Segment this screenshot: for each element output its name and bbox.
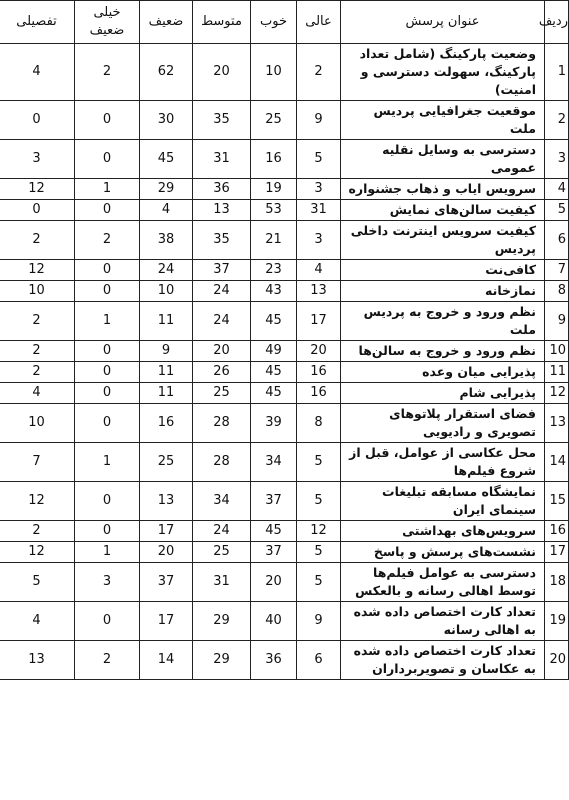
average-cell: 28: [193, 443, 251, 482]
weak-cell: 37: [140, 563, 193, 602]
detailed-cell: 12: [0, 542, 75, 563]
table-row: [0, 542, 569, 563]
average-cell: 29: [193, 641, 251, 680]
average-cell: 24: [193, 521, 251, 542]
weak-cell: 11: [140, 362, 193, 383]
weak-cell: 10: [140, 281, 193, 302]
table-row: [0, 302, 569, 341]
average-cell: 20: [193, 44, 251, 101]
good-cell: 40: [251, 602, 297, 641]
header-detailed: تفصیلی: [0, 1, 75, 44]
row-id-cell: 4: [545, 179, 569, 200]
detailed-cell: 12: [0, 482, 75, 521]
question-cell: سرویس‌های بهداشتی: [341, 521, 545, 542]
average-cell: 35: [193, 221, 251, 260]
average-cell: 24: [193, 281, 251, 302]
excellent-cell: 5: [297, 140, 341, 179]
good-cell: 49: [251, 341, 297, 362]
average-cell: 34: [193, 482, 251, 521]
row-id-cell: 15: [545, 482, 569, 521]
header-average: متوسط: [193, 1, 251, 44]
question-cell: فضای استقرار پلاتوهای تصویری و رادیویی: [341, 404, 545, 443]
row-id-cell: 2: [545, 101, 569, 140]
good-cell: 36: [251, 641, 297, 680]
excellent-cell: 20: [297, 341, 341, 362]
good-cell: 45: [251, 362, 297, 383]
table-row: [0, 140, 569, 179]
average-cell: 26: [193, 362, 251, 383]
row-id-cell: 18: [545, 563, 569, 602]
weak-cell: 17: [140, 521, 193, 542]
detailed-cell: 5: [0, 563, 75, 602]
weak-cell: 62: [140, 44, 193, 101]
weak-cell: 11: [140, 302, 193, 341]
good-cell: 53: [251, 200, 297, 221]
weak-cell: 14: [140, 641, 193, 680]
very-weak-cell: 0: [75, 200, 140, 221]
very-weak-cell: 1: [75, 302, 140, 341]
excellent-cell: 16: [297, 362, 341, 383]
average-cell: 24: [193, 302, 251, 341]
weak-cell: 38: [140, 221, 193, 260]
detailed-cell: 3: [0, 140, 75, 179]
average-cell: 20: [193, 341, 251, 362]
question-cell: کیفیت سالن‌های نمایش: [341, 200, 545, 221]
good-cell: 37: [251, 482, 297, 521]
detailed-cell: 2: [0, 341, 75, 362]
very-weak-cell: 0: [75, 362, 140, 383]
average-cell: 31: [193, 140, 251, 179]
table-row: [0, 602, 569, 641]
weak-cell: 4: [140, 200, 193, 221]
row-id-cell: 19: [545, 602, 569, 641]
weak-cell: 45: [140, 140, 193, 179]
table-row: [0, 179, 569, 200]
table-row: [0, 44, 569, 101]
very-weak-cell: 2: [75, 641, 140, 680]
excellent-cell: 13: [297, 281, 341, 302]
weak-cell: 16: [140, 404, 193, 443]
detailed-cell: 4: [0, 44, 75, 101]
very-weak-cell: 0: [75, 482, 140, 521]
average-cell: 13: [193, 200, 251, 221]
weak-cell: 20: [140, 542, 193, 563]
question-cell: پذیرایی شام: [341, 383, 545, 404]
table-row: [0, 260, 569, 281]
header-row-id: ردیف: [545, 1, 569, 44]
question-cell: نظم ورود و خروج به پردیس ملت: [341, 302, 545, 341]
detailed-cell: 2: [0, 221, 75, 260]
good-cell: 45: [251, 521, 297, 542]
row-id-cell: 8: [545, 281, 569, 302]
very-weak-cell: 1: [75, 542, 140, 563]
very-weak-cell: 1: [75, 443, 140, 482]
weak-cell: 29: [140, 179, 193, 200]
good-cell: 19: [251, 179, 297, 200]
question-cell: دسترسی به وسایل نقلیه عمومی: [341, 140, 545, 179]
detailed-cell: 7: [0, 443, 75, 482]
question-cell: پذیرایی میان وعده: [341, 362, 545, 383]
excellent-cell: 6: [297, 641, 341, 680]
very-weak-cell: 0: [75, 281, 140, 302]
detailed-cell: 12: [0, 260, 75, 281]
detailed-cell: 10: [0, 404, 75, 443]
weak-cell: 17: [140, 602, 193, 641]
question-cell: نمازخانه: [341, 281, 545, 302]
table-body: [0, 44, 569, 680]
header-very-weak: خیلی ضعیف: [75, 1, 140, 44]
weak-cell: 9: [140, 341, 193, 362]
very-weak-cell: 0: [75, 260, 140, 281]
row-id-cell: 12: [545, 383, 569, 404]
question-cell: تعداد کارت اختصاص داده شده به اهالی رسانه: [341, 602, 545, 641]
very-weak-cell: 0: [75, 383, 140, 404]
question-cell: کیفیت سرویس اینترنت داخلی پردیس: [341, 221, 545, 260]
detailed-cell: 12: [0, 179, 75, 200]
detailed-cell: 2: [0, 362, 75, 383]
row-id-cell: 1: [545, 44, 569, 101]
row-id-cell: 20: [545, 641, 569, 680]
table-row: [0, 200, 569, 221]
question-cell: محل عکاسی از عوامل، قبل از شروع فیلم‌ها: [341, 443, 545, 482]
question-cell: تعداد کارت اختصاص داده شده به عکاسان و تصویربرداران: [341, 641, 545, 680]
weak-cell: 25: [140, 443, 193, 482]
excellent-cell: 16: [297, 383, 341, 404]
good-cell: 10: [251, 44, 297, 101]
question-cell: موقعیت جغرافیایی پردیس ملت: [341, 101, 545, 140]
row-id-cell: 3: [545, 140, 569, 179]
very-weak-cell: 0: [75, 602, 140, 641]
excellent-cell: 3: [297, 179, 341, 200]
good-cell: 23: [251, 260, 297, 281]
table-row: [0, 101, 569, 140]
average-cell: 31: [193, 563, 251, 602]
average-cell: 36: [193, 179, 251, 200]
question-cell: سرویس ایاب و ذهاب جشنواره: [341, 179, 545, 200]
header-weak: ضعیف: [140, 1, 193, 44]
average-cell: 28: [193, 404, 251, 443]
very-weak-cell: 0: [75, 101, 140, 140]
average-cell: 25: [193, 542, 251, 563]
row-id-cell: 5: [545, 200, 569, 221]
very-weak-cell: 3: [75, 563, 140, 602]
excellent-cell: 5: [297, 542, 341, 563]
table-row: [0, 563, 569, 602]
very-weak-cell: 0: [75, 521, 140, 542]
row-id-cell: 9: [545, 302, 569, 341]
header-question: عنوان پرسش: [341, 1, 545, 44]
good-cell: 16: [251, 140, 297, 179]
detailed-cell: 4: [0, 602, 75, 641]
question-cell: دسترسی به عوامل فیلم‌ها توسط اهالی رسانه و بالعکس: [341, 563, 545, 602]
question-cell: نظم ورود و خروج به سالن‌ها: [341, 341, 545, 362]
good-cell: 45: [251, 302, 297, 341]
table-row: [0, 521, 569, 542]
excellent-cell: 9: [297, 101, 341, 140]
excellent-cell: 31: [297, 200, 341, 221]
weak-cell: 24: [140, 260, 193, 281]
row-id-cell: 16: [545, 521, 569, 542]
average-cell: 25: [193, 383, 251, 404]
table-row: [0, 362, 569, 383]
table-row: [0, 443, 569, 482]
question-cell: نمایشگاه مسابقه تبلیغات سینمای ایران: [341, 482, 545, 521]
table-row: [0, 281, 569, 302]
good-cell: 25: [251, 101, 297, 140]
detailed-cell: 10: [0, 281, 75, 302]
question-cell: کافی‌نت: [341, 260, 545, 281]
excellent-cell: 8: [297, 404, 341, 443]
average-cell: 29: [193, 602, 251, 641]
excellent-cell: 9: [297, 602, 341, 641]
good-cell: 34: [251, 443, 297, 482]
very-weak-cell: 0: [75, 404, 140, 443]
header-row: [0, 1, 569, 44]
question-cell: وضعیت پارکینگ (شامل تعداد پارکینگ، سهولت دسترسی و امنیت): [341, 44, 545, 101]
excellent-cell: 4: [297, 260, 341, 281]
good-cell: 45: [251, 383, 297, 404]
weak-cell: 11: [140, 383, 193, 404]
row-id-cell: 10: [545, 341, 569, 362]
detailed-cell: 0: [0, 200, 75, 221]
good-cell: 43: [251, 281, 297, 302]
excellent-cell: 12: [297, 521, 341, 542]
detailed-cell: 4: [0, 383, 75, 404]
table-row: [0, 341, 569, 362]
average-cell: 37: [193, 260, 251, 281]
table-row: [0, 221, 569, 260]
excellent-cell: 3: [297, 221, 341, 260]
average-cell: 35: [193, 101, 251, 140]
row-id-cell: 17: [545, 542, 569, 563]
table-row: [0, 404, 569, 443]
question-cell: نشست‌های پرسش و پاسخ: [341, 542, 545, 563]
very-weak-cell: 0: [75, 341, 140, 362]
very-weak-cell: 2: [75, 221, 140, 260]
good-cell: 21: [251, 221, 297, 260]
very-weak-cell: 2: [75, 44, 140, 101]
weak-cell: 30: [140, 101, 193, 140]
row-id-cell: 13: [545, 404, 569, 443]
detailed-cell: 0: [0, 101, 75, 140]
weak-cell: 13: [140, 482, 193, 521]
detailed-cell: 13: [0, 641, 75, 680]
good-cell: 39: [251, 404, 297, 443]
table-row: [0, 641, 569, 680]
detailed-cell: 2: [0, 302, 75, 341]
excellent-cell: 5: [297, 443, 341, 482]
row-id-cell: 11: [545, 362, 569, 383]
header-good: خوب: [251, 1, 297, 44]
table-row: [0, 482, 569, 521]
row-id-cell: 7: [545, 260, 569, 281]
excellent-cell: 17: [297, 302, 341, 341]
excellent-cell: 5: [297, 563, 341, 602]
row-id-cell: 14: [545, 443, 569, 482]
table-row: [0, 383, 569, 404]
very-weak-cell: 1: [75, 179, 140, 200]
header-excellent: عالی: [297, 1, 341, 44]
detailed-cell: 2: [0, 521, 75, 542]
good-cell: 37: [251, 542, 297, 563]
row-id-cell: 6: [545, 221, 569, 260]
excellent-cell: 2: [297, 44, 341, 101]
good-cell: 20: [251, 563, 297, 602]
very-weak-cell: 0: [75, 140, 140, 179]
excellent-cell: 5: [297, 482, 341, 521]
